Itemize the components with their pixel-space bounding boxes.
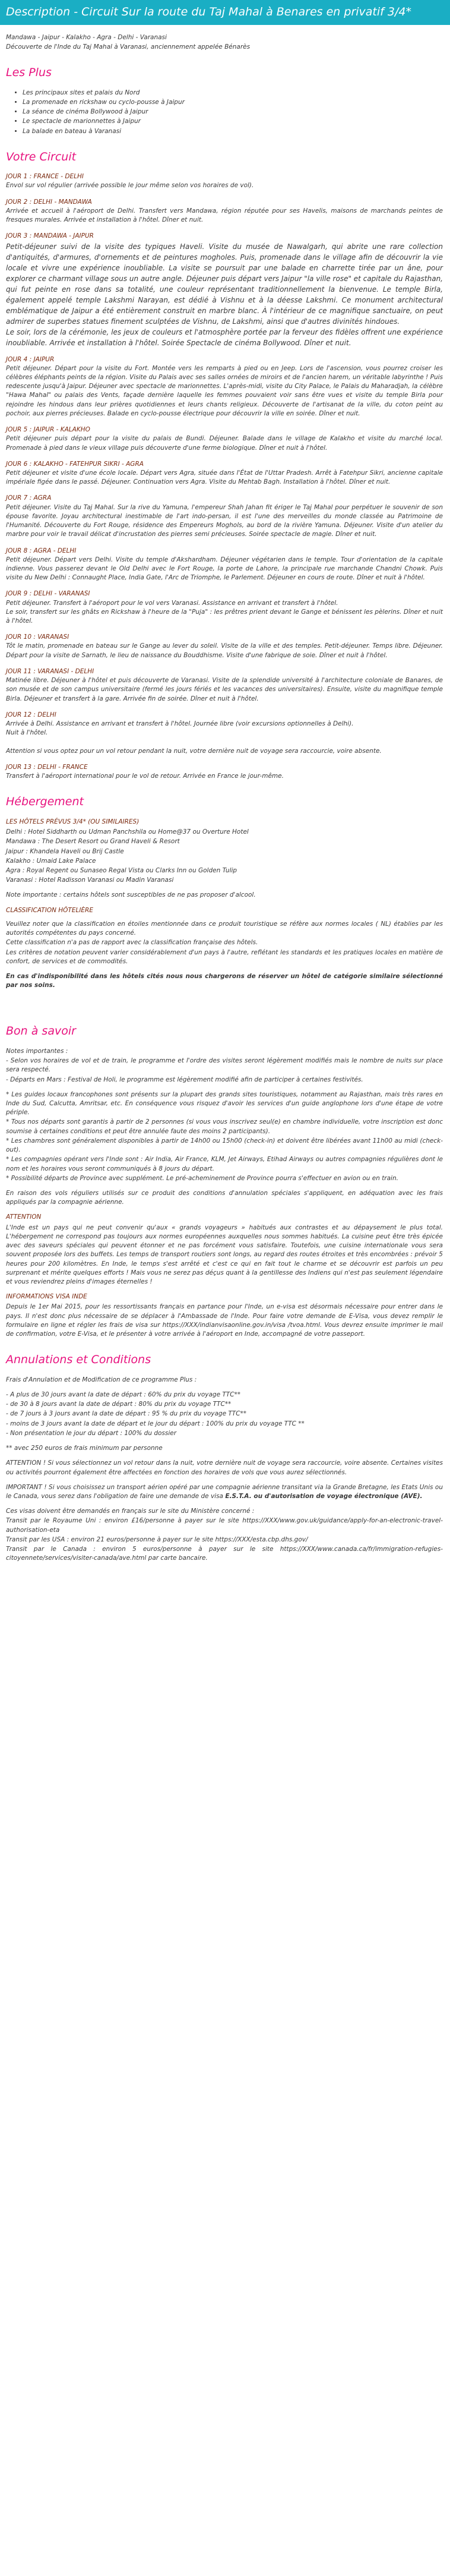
cancellation-fee-line: - moins de 3 jours avant la date de départ et le jour du départ : 100% du prix du voyage TTC ** [6,1420,305,1427]
day-title: JOUR 5 : JAIPUR - KALAKHO [6,426,90,434]
intro-line: Mandawa - Jaipur - Kalakho - Agra - Delhi - Varanasi [6,33,167,41]
day-title: JOUR 2 : DELHI - MANDAWA [6,198,92,206]
plus-list [6,89,443,136]
day-title: JOUR 4 : JAIPUR [6,355,55,363]
cancellation-fee-line: - de 7 jours à 3 jours avant la date de départ : 95 % du prix du voyage TTC** [6,1410,247,1418]
classification-heading: CLASSIFICATION HÔTELIÈRE [6,906,93,914]
hotel-item: Varanasi : Hotel Radisson Varanasi ou Madin Varanasi [6,876,174,884]
cancellation-fee-line: - de 30 à 8 jours avant la date de départ : 80% du prix du voyage TTC** [6,1401,232,1408]
section-title-circuit: Votre Circuit [6,150,77,163]
classification-line: Les critères de notation peuvent varier considérablement d'un pays à l'autre, reflétant les standards et les pratiques locales en matière de confort, de services et de commodités. [6,948,443,965]
cancellation-fee-line: - A plus de 30 jours avant la date de départ : 60% du prix du voyage TTC** [6,1391,241,1399]
day-text: Petit-déjeuner suivi de la visite des typiques Haveli. Visite du musée de Nawalgarh, qui abrite une rare collection d'antiquités, d'armures, d'ornements et de peintures mogholes. Puis, promenade dans le village afin de découvrir la vie locale et vivre une expérience inoubliable. La visite se poursuit par une balade en charrette tirée par un âne, pour explorer ce charmant village sous un autre angle. Déjeuner puis départ vers Jaipur "la ville rose" et capitale du Rajasthan, qui fut peinte en rose dans sa totalité, une couleur représentant traditionnellement la bienvenue. Le temple Birla, également appelé temple Lakshmi Narayan, est dédié à Vishnu et à la déesse Lakshmi. Ce monument architectural emblématique de Jaipur a été entièrement construit en marbre blanc. À l'intérieur de ce magnifique sanctuaire, on peut admirer de superbes statues finement sculptées de Vishnu, de Lakshmi, ainsi que d'autres divinités hindoues. Le soir, lors de la cérémonie, les jeux de couleurs et l'atmosphère portée par la ferveur des fidèles offrent une expérience inoubliable. Arrivée et installation à l'hôtel. Soirée Spectacle de cinéma Bollywood. Dîner et nuit. [6,242,443,347]
hotel-item: Delhi : Hotel Siddharth ou Udman Panchshila ou Home@37 ou Overture Hotel [6,828,249,836]
day-block [6,460,443,487]
hotels-heading: LES HÔTELS PRÉVUS 3/4* (OU SIMILAIRES) [6,818,140,825]
day-text: Petit déjeuner. Départ pour la visite du Fort. Montée vers les remparts à pied ou en Jeep. Lors de l'ascension, vous pourrez croiser les célèbres éléphants peints de la région. Visite du Palais avec ses salles ornées de miroirs et de l'ancien harem, un véritable labyrinthe ! Puis redescente jusqu'à Jaipur. Déjeuner avec spectacle de marionnettes. L'après-midi, visite du City Palace, le Palais du Maharadjah, la célèbre "Hawa Mahal" ou palais des Vents, façade dernière laquelle les femmes pouvaient voir sans être vues et visite du temple Birla pour rejoindre les hindous dans leur prières quotidiennes et leurs chants religieux. Découverte de l'artisanat de la ville, du coton peint au pochoir, aux pierres précieuses. Balade en cyclo-pousse électrique pour découvrir la ville en soirée. Dîner et nuit. [6,364,443,417]
section-title-annulations: Annulations et Conditions [6,1353,151,1367]
day-text: Petit déjeuner. Transfert à l'aéroport pour le vol vers Varanasi. Assistance en arrivant et transfert à l'hôtel. Le soir, transfert sur les ghâts en Rickshaw à l'heure de la "Puja" : les prêtres prient devant le Gange et bénissent les pèlerins. Dîner et nuit à l'hôtel. [6,599,443,625]
day-title: JOUR 9 : DELHI - VARANASI [6,590,90,598]
visa-text: Depuis le 1er Mai 2015, pour les ressortissants français en partance pour l'Inde, un e-visa est désormais nécessaire pour entrer dans le pays. Il n'est donc plus nécessaire de se déplacer à l'Ambassade de l'Inde. Pour faire votre demande de E-Visa, vous devez remplir le formulaire en ligne et régler les frais de visa sur https://XXX/indianvisaonline.gov.in/visa /tvoa.html. Vous devrez ensuite imprimer le mail de confirmation, votre E-Visa, et le présenter à votre arrivée à l'aéroport en Inde, accompagné de votre passeport. [6,1303,443,1338]
notes-block [6,1047,443,1084]
important-bold: E.S.T.A. ou d'autorisation de voyage électronique (AVE). [225,1493,423,1500]
plus-item: • Le spectacle de marionnettes à Jaipur [23,117,443,126]
day-block [6,633,443,660]
day-block [6,355,443,419]
day-text: Matinée libre. Déjeuner à l'hôtel et puis découverte de Varanasi. Visite de la splendide université à l'architecture coloniale de Banares, de son musée et de son campus universitaire (fermé les jours fériés et les vacances des universitaires). Ensuite, visite du magnifique temple Birla. Déjeuner et transfert à la gare. Arrivée fin de soirée. Dîner et nuit à l'hôtel. [6,677,443,702]
cancellation-fee-line: - Non présentation le jour du départ : 100% du dossier [6,1429,177,1437]
attention-heading: ATTENTION [6,1213,42,1221]
hotel-item: Jaipur : Khandela Haveli ou Brij Castle [6,847,124,855]
day-text: Petit déjeuner et visite d'une école locale. Départ vers Agra, située dans l'État de l'Uttar Pradesh. Arrêt à Fatehpur Sikri, ancienne capitale impériale figée dans le passé. Déjeuner. Continuation vers Agra. Visite du Mehtab Bagh. Installation à l'hôtel. Dîner et nuit. [6,469,443,486]
hotel-item: Agra : Royal Regent ou Sunaseo Regal Vista ou Clarks Inn ou Golden Tulip [6,866,237,874]
day-block [6,589,443,626]
plus-item: • La séance de cinéma Bollywood à Jaipur [23,108,443,116]
note-line: - Selon vos horaires de vol et de train, le programme et l'ordre des visites seront légèrement modifiés mais le nombre de nuits sur place sera respecté. [6,1057,443,1074]
note-line: - Départs en Mars : Festival de Holi, le programme est légèrement modifié afin de participer à certaines festivités. [6,1076,363,1083]
day-block [6,547,443,583]
hotel-item: Kalakho : Umaid Lake Palace [6,857,96,865]
cancellation-intro: Frais d'Annulation et de Modification de ce programme Plus : [6,1376,197,1383]
day-block [6,711,443,756]
classification-line: Veuillez noter que la classification en étoiles mentionnée dans ce produit touristique se réfère aux normes locales ( NL) établies par les autorités compétentes du pays concerné. [6,920,443,937]
section-title-hebergement: Hébergement [6,795,84,809]
day-block [6,425,443,453]
visa-block [6,1292,443,1339]
hotel-note: Note importante : certains hôtels sont susceptibles de ne pas proposer d'alcool. [6,891,256,899]
hotel-item: Mandawa : The Desert Resort ou Grand Haveli & Resort [6,838,180,846]
important-visa-block [6,1483,443,1501]
day-text: Petit déjeuner puis départ pour la visite du palais de Bundi. Déjeuner. Balade dans le village de Kalakho et visite du marché local. Promenade à pied dans le vieux village puis découverte d'une ferme biologique. Dîner et nuit à l'hôtel. [6,435,443,452]
notes-heading: Notes importantes : [6,1047,68,1055]
section-title-bon-a-savoir: Bon à savoir [6,1024,76,1038]
day-block [6,763,443,781]
cancellation-note: ** avec 250 euros de frais minimum par personne [6,1445,163,1452]
transit-heading: Ces visas doivent être demandés en français sur le site du Ministère concerné : [6,1508,255,1515]
plus-item: • La promenade en rickshaw ou cyclo-pousse à Jaipur [23,98,443,107]
plus-item: • La balade en bateau à Varanasi [23,127,443,136]
day-title: JOUR 8 : AGRA - DELHI [6,547,77,554]
guides-block [6,1090,443,1183]
guide-line: * Les guides locaux francophones sont présents sur la plupart des grands sites touristiques, notamment au Rajasthan, mais très rares en Inde du Sud, Calcutta, Amritsar, etc. En conséquence vous risquez d'avoir les services d'un guide anglophone lors d'une étape de votre périple. [6,1090,443,1117]
day-title: JOUR 7 : AGRA [6,494,52,502]
important-lead: IMPORTANT ! Si vous choisissez un transport aérien opéré par une compagnie aérienne transitant via la Grande Bretagne, les Etats Unis ou le Canada, vous serez dans l'obligation de faire une demande de visa [6,1483,443,1500]
guide-line: * Possibilité départs de Province avec supplément. Le pré-acheminement de Province pourra s'effectuer en avion ou en train. [6,1174,398,1182]
day-text: Tôt le matin, promenade en bateau sur le Gange au lever du soleil. Visite de la ville et des temples. Petit-déjeuner. Temps libre. Déjeuner. Départ pour la visite de Sarnath, le lieu de naissance du Bouddhisme. Visite d'une fabrique de soie. Dîner et nuit à l'hôtel. [6,642,443,659]
day-title: JOUR 13 : DELHI - FRANCE [6,763,88,771]
content [0,33,450,1563]
transit-line: Transit par les USA : environ 21 euros/personne à payer sur le site https://XXX/esta.cbp.dhs.gov/ [6,1535,308,1543]
attention-text: L'Inde est un pays qui ne peut convenir qu'aux « grands voyageurs » habitués aux contrastes et au dépaysement le plus total. L'hébergement ne correspond pas toujours aux normes européennes auxquelles nous sommes habitués. La cuisine peut être très épicée avec des saveurs spéciales qui peuvent étonner et ne pas forcément vous satisfaire. Toutefois, une cuisine internationale vous sera souvent proposée lors des buffets. Les temps de transport routiers sont longs, au regard des routes étroites et très encombrées : prévoir 5 heures pour 200 kilomètres. En Inde, le temps s'est arrêté et c'est ce qui en fait tout le charme et se découvrir est parfois un peu surprenant et mérite quelques efforts ! Mais vous ne serez pas déçus quant à la gentillesse des Indiens qui n'est pas seulement légendaire et vous reviendrez pleins d'images éternelles ! [6,1224,443,1285]
guide-line: * Les chambres sont généralement disponibles à partir de 14h00 ou 15h00 (check-in) et doivent être libérées avant 11h00 au midi (check-out). [6,1137,443,1154]
hotels-block [6,818,443,885]
day-text: Petit déjeuner. Départ vers Delhi. Visite du temple d'Akshardham. Déjeuner végétarien dans le temple. Tour d'orientation de la capitale indienne. Vous passerez devant le Old Delhi avec le Fort Rouge, la porte de Lahore, la principale rue marchande Chandni Chowk. Puis visite du New Delhi : Connaught Place, India Gate, l'Arc de Triomphe, le Parlement. Déjeuner en cours de route. Dîner et nuit à l'hôtel. [6,556,443,582]
plus-item: • Les principaux sites et palais du Nord [23,89,443,97]
section-title-plus: Les Plus [6,66,52,80]
transit-line: Transit par le Royaume Uni : environ £16/personne à payer sur le site https://XXX/www.gov.uk/guidance/apply-for-an-electronic-travel-authorisation-eta [6,1517,443,1534]
page-title: Description - Circuit Sur la route du Taj Mahal à Benares en privatif 3/4* [0,0,450,25]
day-title: JOUR 11 : VARANASI - DELHI [6,667,94,675]
intro [6,33,443,52]
day-title: JOUR 1 : FRANCE - DELHI [6,173,84,181]
transit-block [6,1507,443,1563]
circuit-days [6,172,443,781]
day-block [6,232,443,348]
availability-note: En cas d'indisponibilité dans les hôtels cités nous nous chargerons de réserver un hôtel de catégorie similaire sélectionné par nos soins. [6,972,443,989]
guide-line: * Les compagnies opérant vers l'Inde sont : Air India, Air France, KLM, Jet Airways, Etihad Airways ou autres compagnies régulières dont le nom et les horaires vous seront communiqués à 8 jours du départ. [6,1156,443,1172]
night-flight-warning: ATTENTION ! Si vous sélectionnez un vol retour dans la nuit, votre dernière nuit de voyage sera raccourcie, voire absente. Certaines visites ou activités pourront également être affectées en fonction des horaires de vols que vous aurez sélectionnés. [6,1459,443,1476]
classification-block [6,906,443,966]
visa-heading: INFORMATIONS VISA INDE [6,1293,87,1301]
raison-text: En raison des vols réguliers utilisés sur ce produit des conditions d'annulation spéciales s'appliquent, en adéquation avec les frais appliqués par la compagnie aérienne. [6,1189,443,1206]
day-block [6,494,443,539]
intro-line: Découverte de l'Inde du Taj Mahal à Varanasi, anciennement appelée Bénarès [6,43,251,51]
day-text: Transfert à l'aéroport international pour le vol de retour. Arrivée en France le jour-même. [6,773,284,780]
day-text: Arrivée à Delhi. Assistance en arrivant et transfert à l'hôtel. Journée libre (voir excursions optionnelles à Delhi). Nuit à l'hôtel. Attention si vous optez pour un vol retour pendant la nuit, votre dernière nuit de voyage sera raccourcie, voire absente. [6,720,382,755]
day-title: JOUR 12 : DELHI [6,711,56,718]
classification-line: Cette classification n'a pas de rapport avec la classification française des hôtels. [6,939,258,947]
day-title: JOUR 10 : VARANASI [6,633,69,641]
transit-line: Transit par le Canada : environ 5 euros/personne à payer sur le site https://XXX/www.canada.ca/fr/immigration-refugies-citoyennete/services/visiter-canada/ave.html par carte bancaire. [6,1546,443,1562]
day-block [6,198,443,225]
guide-line: * Tous nos départs sont garantis à partir de 2 personnes (si vous vous inscrivez seul(e) en chambre individuelle, votre inscription est donc soumise à certaines conditions et peut être annulée faute des moins 2 participants). [6,1118,443,1135]
day-title: JOUR 6 : KALAKHO - FATEHPUR SIKRI - AGRA [6,460,144,468]
day-block [6,172,443,190]
day-text: Arrivée et accueil à l'aéroport de Delhi. Transfert vers Mandawa, région réputée pour ses Havelis, maisons de marchands peintes de fresques murales. Arrivée et installation à l'hôtel. Dîner et nuit. [6,207,443,224]
day-block [6,667,443,704]
day-text: Petit déjeuner. Visite du Taj Mahal. Sur la rive du Yamuna, l'empereur Shah Jahan fit ériger le Taj Mahal pour perpétuer le souvenir de son épouse favorite. Joyau architectural inestimable de l'art indo-persan, il est l'une des merveilles du monde classée au Patrimoine de l'Humanité. Découverte du Fort Rouge, résidence des Empereurs Moghols, au bord de la rivière Yamuna. Déjeuner. Visite d'un atelier du marbre pour voir le travail délicat d'incrustation des pierres semi précieuses. Soirée spectacle de magie. Dîner et nuit. [6,503,443,538]
day-text: Envol sur vol régulier (arrivée possible le jour même selon vos horaires de vol). [6,182,254,190]
day-title: JOUR 3 : MANDAWA - JAIPUR [6,232,94,240]
attention-block [6,1213,443,1287]
cancellation-fees [6,1391,443,1438]
